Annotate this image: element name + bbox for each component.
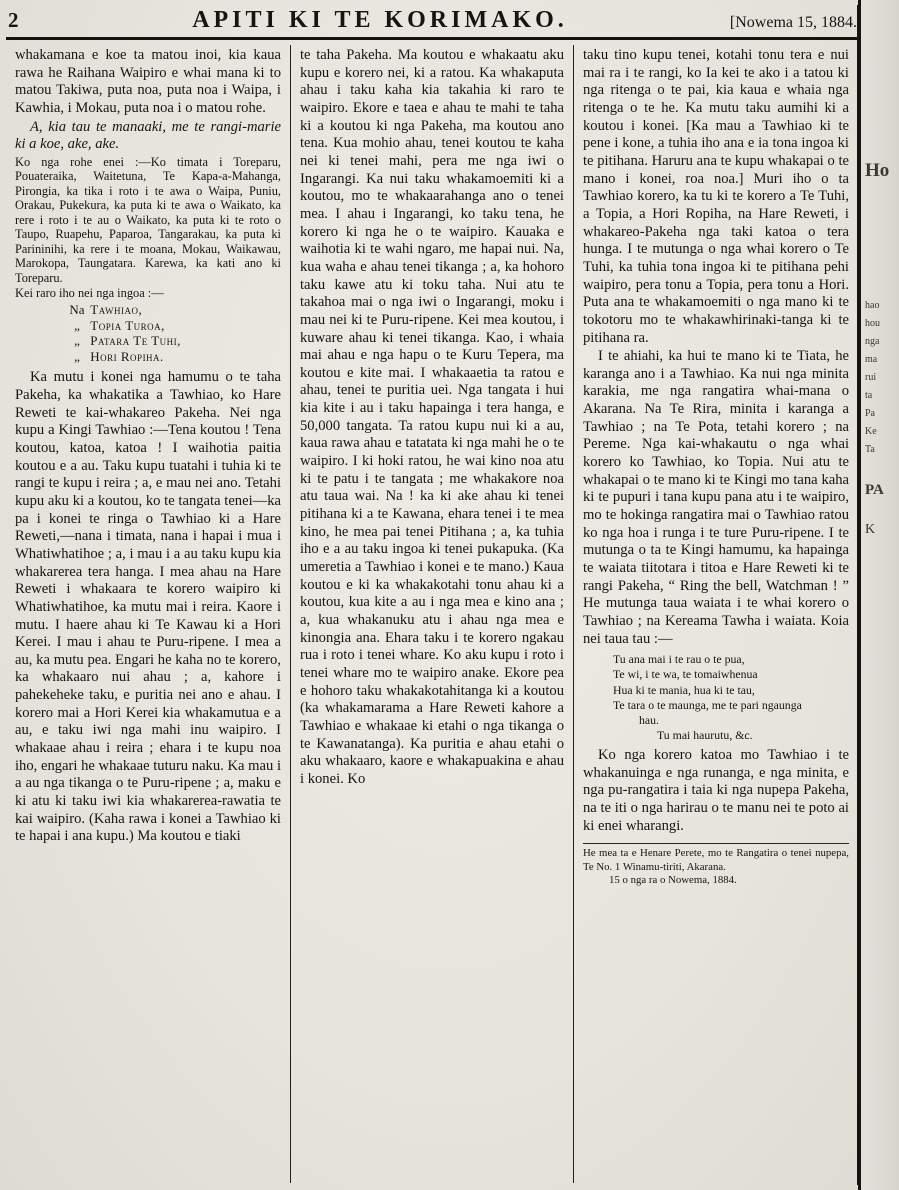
edge-text-fragment: rui bbox=[865, 372, 877, 383]
column-3 bbox=[574, 45, 858, 1183]
edge-text-fragment: nga bbox=[865, 336, 880, 347]
signature-name: Hori Ropiha. bbox=[90, 348, 164, 364]
masthead bbox=[0, 0, 899, 35]
paragraph: whakamana e koe ta matou inoi, kia kaua rawa he Raihana Waipiro e whai mana ki to matou Takiwa, puta noa, puta noa i Waipa, i Kawhia, i Mokau, puta noa i o matou rohe. bbox=[15, 47, 281, 116]
paragraph-speech-end: taku tino kupu tenei, kotahi tonu tera e nui mai ra i te rangi, ko Ia kei te ako i a tatou ki nga ritenga o te pai, kia kaua e whaia nga ritenga o te he. Ka mutu taku aumihi ki a koutou i konei. [Ka mau a Tawhiao ki te pene i kone, a tuhia iho ana e ia tona ingoa ki te pitihana. Haruru ana te kupu whakapai o te mano i konei, roa noa.] Muri iho o ta Tawhiao korero, ka tu ki te korero a Te Tuhi, a Topia, a Hori Ropiha, na Hare Reweti, i whakareo-Pakeha nga taki katoa o tera hunga. I te mutunga o nga whai korero o Te Tuhi, ka tuhia tona ingoa ki te pitihana pehi waipiro, pera tonu a Topia, pera tonu a Hori. Puta ana te whakamoemiti o nga mano ki te tokotoru mo te whakawhirinaki-tanga ki te pitihana ra. bbox=[583, 47, 849, 346]
edge-text-fragment: PA bbox=[865, 482, 884, 498]
signature-row bbox=[15, 349, 281, 365]
signature-prefix: „ bbox=[74, 317, 80, 333]
page-edge-strip bbox=[858, 0, 899, 1190]
paragraph-speech: Ka mutu i konei nga hamumu o te taha Pakeha, ka whakatika a Tawhiao, ko Hare Reweti te kai-whakareo Pakeha. Nei nga kupu a Kingi Tawhiao :—Tena koutou ! Tena koutou, katoa, katoa ! I waihotia paitia koutou e a au. Taku kupu tuatahi i tuhia ki te rangi te kupu i reira ; a, e mau nei ano. Tetahi kupu aku ki a koutou, ko te tangata tenei—ka pa i konei te ringa o Tawhiao ki a Hare Reweti,—nana i timata, nana i hapai i mua i Whatiwhatihoe ; a, i mau i a au taku kupu kia whakarerea tera hanga. I mea ahau na Hare Reweti i whakaara te korero waipiro ki Whatiwhatihoe, ka mutu mai i reira. Kaore i mutu. I haere ahau ki Te Kawau ki a Hori Kerei. I mau i ahau te Puru-ripene. I mea a au, ka mutu pea. Engari he kaha no te korero, ka whakaaro nui ahau ; a, kahore i pahekeheke taku, e puritia nei ano e ahau. I korero mai a Hori Kerei kia whakamutua e a au, e taku iwi nga mahi inu waipiro. I whakaae ahau i reira ; ehara i te kupu noa iho, engari he whakaae tuturu naku. Ka mau i a au nga tikanga o te Puru-ripene ; a, maku e ki atu ki taku iwi kia whakarerea-rawatia te kai waipiro. (Kaha rawa i konei a Tawhiao ki te hapai i ana kupu.) Ma koutou e tiaki bbox=[15, 369, 281, 845]
imprint-line: He mea ta e Henare Perete, mo te Rangatira o tenei nupepa, Te No. 1 Winamu-tiriti, Akarana. bbox=[583, 847, 849, 873]
signature-list bbox=[15, 302, 281, 364]
edge-text-fragment: hou bbox=[865, 318, 880, 329]
edge-text-fragment: K bbox=[865, 522, 876, 537]
paragraph-closing: Ko nga korero katoa mo Tawhiao i te whakanuinga e nga runanga, e nga minita, e nga pu-rangatira i taia ki nga nupepa Pakeha, na te iti o nga harirau o te manu nei te poto ai ki enei wharangi. bbox=[583, 746, 849, 834]
signature-row bbox=[15, 302, 281, 318]
edge-text-fragment: Ho bbox=[865, 160, 890, 181]
column-1 bbox=[6, 45, 290, 1183]
verse-line: Te wi, i te wa, te tomaiwhenua bbox=[613, 667, 758, 682]
signature-row bbox=[15, 318, 281, 334]
header-rule bbox=[6, 37, 859, 40]
edge-text-fragment: ma bbox=[865, 354, 878, 365]
edge-text-fragment: ta bbox=[865, 390, 873, 401]
paragraph-blessing: A, kia tau te manaaki, me te rangi-marie ki a koe, ake, ake. bbox=[15, 118, 281, 153]
article-columns bbox=[6, 45, 859, 1183]
verse-line: Tu ana mai i te rau o te pua, bbox=[613, 652, 745, 667]
imprint-date: 15 o nga ra o Nowema, 1884. bbox=[609, 874, 737, 887]
edge-text-fragment: Ke bbox=[865, 426, 877, 437]
column-2 bbox=[290, 45, 574, 1183]
verse-line: hau. bbox=[639, 712, 659, 727]
verse-line: Te tara o te maunga, me te pari ngaunga bbox=[613, 697, 802, 712]
edge-text-fragment: Pa bbox=[865, 408, 875, 419]
signature-name: Patara Te Tuhi, bbox=[90, 333, 181, 349]
signature-prefix: „ bbox=[74, 333, 80, 349]
signature-name: Topia Turoa, bbox=[90, 317, 165, 333]
edge-text-fragment: Ta bbox=[865, 444, 875, 455]
paragraph-evening-meeting: I te ahiahi, ka hui te mano ki te Tiata, he karanga ano i a Tawhiao. Ka nui nga minita karakia, me nga rangatira whai-mana o Akarana. Na Te Rira, minita i karanga a Tawhiao ; na Te Pota, tetahi korero ; na Pereme. Nga kai-whakautu o nga whai korero ko Tawhiao, ko Topia. Nui atu te whakapai o te mano ki te Kingi mo tana kaha ki te pupuri i tana kupu pana atu i te waipiro, mo te hokinga rangatira mai o Tawhiao ratou ko nga hoa i runga i te ture Puru-ripene. I te mutunga o ta te Kingi hamumu, ka hapainga te waiata tiitotara i titoa e Hare Reweti ki te rangi Pakeha, “ Ring the bell, Watchman ! ” He mutunga taua waiata i te whai korero o Tawhiao ; na Kereama Tawha i waiata. Koia nei taua tau :— bbox=[583, 348, 849, 647]
signature-name: Tawhiao, bbox=[90, 301, 143, 317]
page-number: 2 bbox=[8, 8, 19, 32]
imprint-notice bbox=[583, 843, 849, 887]
signature-row bbox=[15, 333, 281, 349]
signature-intro: Kei raro iho nei nga ingoa :— bbox=[15, 286, 164, 301]
signature-prefix: Na bbox=[69, 301, 85, 317]
paragraph-speech-continued: te taha Pakeha. Ma koutou e whakaatu aku kupu e korero nei, ki a ratou. Ka whakaputa ahau i taku kaha kia takahia ki raro te waipiro. Ekore e taea e ahau te mahi te taha ki a koutou ki nga Pakeha, ma koutou ano tena. Kua mohio ahau, tenei koutou te kaha nei ki tenei mahi, pera me nga iwi o Ingarangi. Ka nui taku whakamoemiti ki a koutou, mo te whakaarahanga ano o tenei mea. I ahau i Ingarangi, ko taku tena, he korero ki nga he o te waipiro. Kauaka e waihotia ki te wahi ngaro, me hapai nui. Na, kua waha e ahau tenei tikanga ; a, ka hohoro taku kawe atu ki toku taha. Nui atu te takahoa mai o nga iwi o Ingarangi, moku i mau nei ki te Puru-ripene. Kei mea koutou, i kuware ahau ki tenei tikanga. Kao, i whaia mai ahau e nga hapu o te Kuru Tepera, ma koutou e kite mai. I whakaaetia ta ratou e ahau, tenei te puritia uei. Nga tangata i hui kia kite i au i taku hapainga i tera hanga, e 50,000 tangata. Ta ratou kupu nui ki a au, kaua rawa ahau e tatatata ki nga mahi he o te waipiro. I ki hoki ratou, he wai kino noa atu ki te patu i te tangata ; me whakakore noa atu taua wai. Na ! ka ki ake ahau ki tenei pitihana ki a te Kawana, ehara tenei i te mea kino, he mea pai tenei Pitihana ; a, ka tuhia iho e a au taku ingoa ki tenei pukapuka. (Ka umeretia a Tawhiao i konei e te mano.) Kaua koutou e ki ka whakakotahi tonu ahau ki a koutou, kua kite a au i nga mea e kino ana ; a, kua whakanuku atu i ahau nga mea e kinongia ana. Ehara taku i te korero ngakau rua i roto i tenei whare. Ko aku kupu i roto i tenei whare mo te waipiro anake. Ekore pea e hohoro taku whakakotahitanga ki a koutou (ka whakamarama a Hare Reweti kahore a Tawhiao e whakaae ki etahi o nga tikanga o te Kawanatanga). Ka puritia e ahau etahi o aku whakaaro, kaore e whakapuakina e ahau i konei. Ko bbox=[300, 47, 564, 787]
verse-line: Hua ki te mania, hua ki te tau, bbox=[613, 682, 755, 697]
signature-prefix: „ bbox=[74, 348, 80, 364]
edge-text-fragment: hao bbox=[865, 300, 880, 311]
issue-date: [Nowema 15, 1884. bbox=[729, 14, 857, 31]
page-title: APITI KI TE KORIMAKO. bbox=[192, 7, 568, 33]
verse-line: Tu mai haurutu, &c. bbox=[657, 727, 753, 742]
paragraph-boundaries: Ko nga rohe enei :—Ko timata i Toreparu, Pouateraika, Waitetuna, Te Kapa-a-Mahanga, Pirongia, ka tika i roto i te awa o Waipa, Puniu, Orakau, Pukekura, ka puta ki te awa o Waikato, ka rere i roto i te au o Waikato, ka puta ki te roto o Taupo, Ruapehu, Paparoa, Tangarakau, ka puta ki Parininihi, ka rere i te moana, Mokau, Waikawau, Marokopa, Taungatara. Karewa, ka kati ano ki Toreparu. bbox=[15, 154, 281, 285]
waiata-verse bbox=[613, 652, 849, 743]
